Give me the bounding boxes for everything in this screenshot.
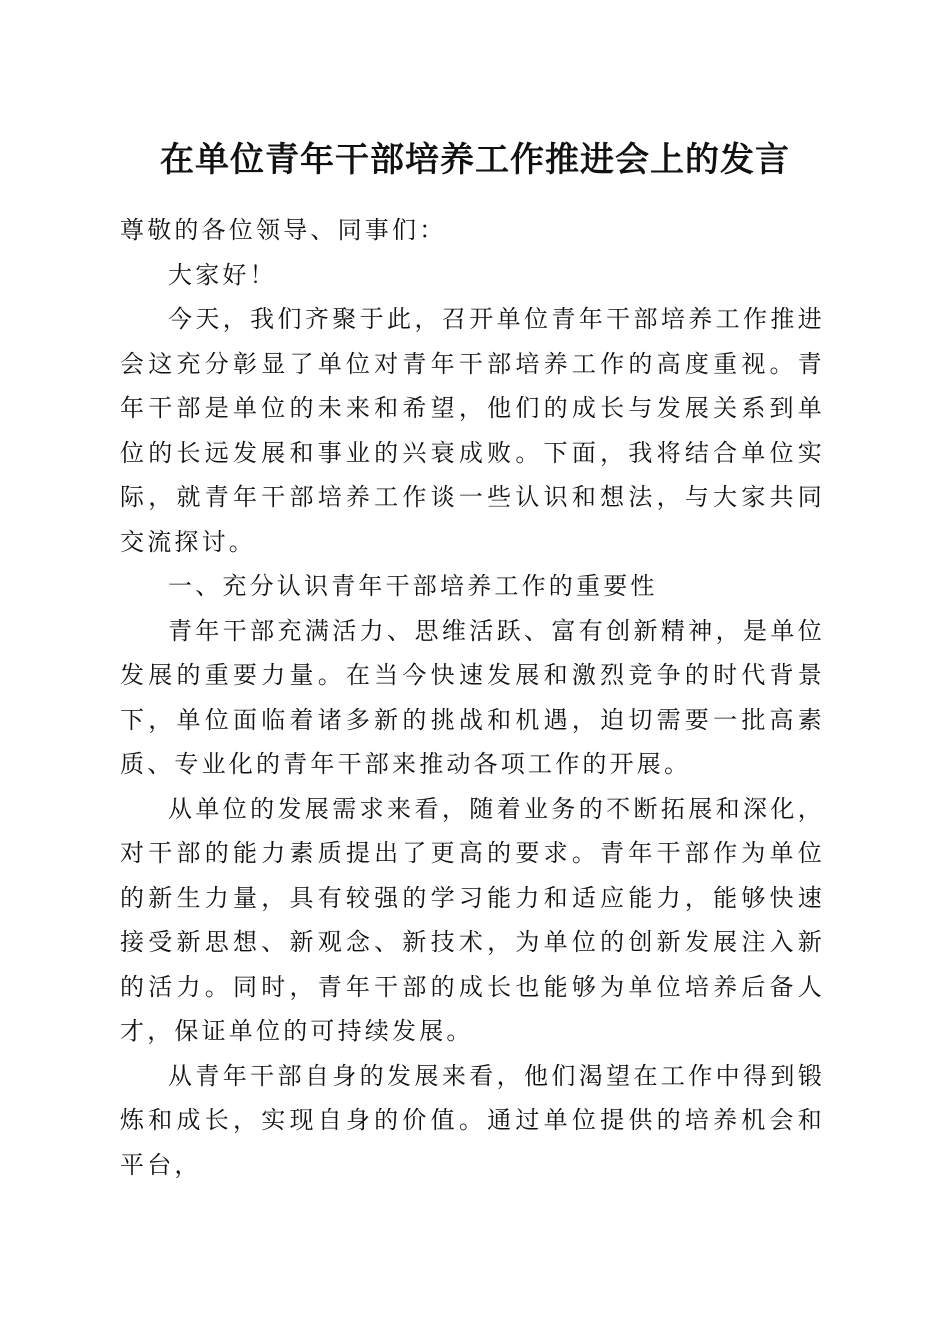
section1-paragraph-2: 从单位的发展需求来看，随着业务的不断拓展和深化，对干部的能力素质提出了更高的要求。青年干部作为单位的新生力量，具有较强的学习能力和适应能力，能够快速接受新思想、新观念、新技术，为单位的创新发展注入新的活力。同时，青年干部的成长也能够为单位培养后备人才，保证单位的可持续发展。 — [120, 794, 825, 1045]
section-heading-1: 一、充分认识青年干部培养工作的重要性 — [168, 572, 658, 600]
section1-paragraph-3: 从青年干部自身的发展来看，他们渴望在工作中得到锻炼和成长，实现自身的价值。通过单位提供的培养机会和平台， — [120, 1061, 825, 1179]
section1-paragraph-1: 青年干部充满活力、思维活跃、富有创新精神，是单位发展的重要力量。在当今快速发展和激烈竞争的时代背景下，单位面临着诸多新的挑战和机遇，迫切需要一批高素质、专业化的青年干部来推动各项工作的开展。 — [120, 616, 825, 778]
salutation: 尊敬的各位领导、同事们： — [120, 216, 447, 244]
document-body — [120, 208, 825, 1187]
intro-paragraph: 今天，我们齐聚于此，召开单位青年干部培养工作推进会这充分彰显了单位对青年干部培养工作的高度重视。青年干部是单位的未来和希望，他们的成长与发展关系到单位的长远发展和事业的兴衰成败。下面，我将结合单位实际，就青年干部培养工作谈一些认识和想法，与大家共同交流探讨。 — [120, 305, 825, 556]
greeting: 大家好！ — [168, 260, 277, 289]
document-title: 在单位青年干部培养工作推进会上的发言 — [160, 140, 790, 180]
